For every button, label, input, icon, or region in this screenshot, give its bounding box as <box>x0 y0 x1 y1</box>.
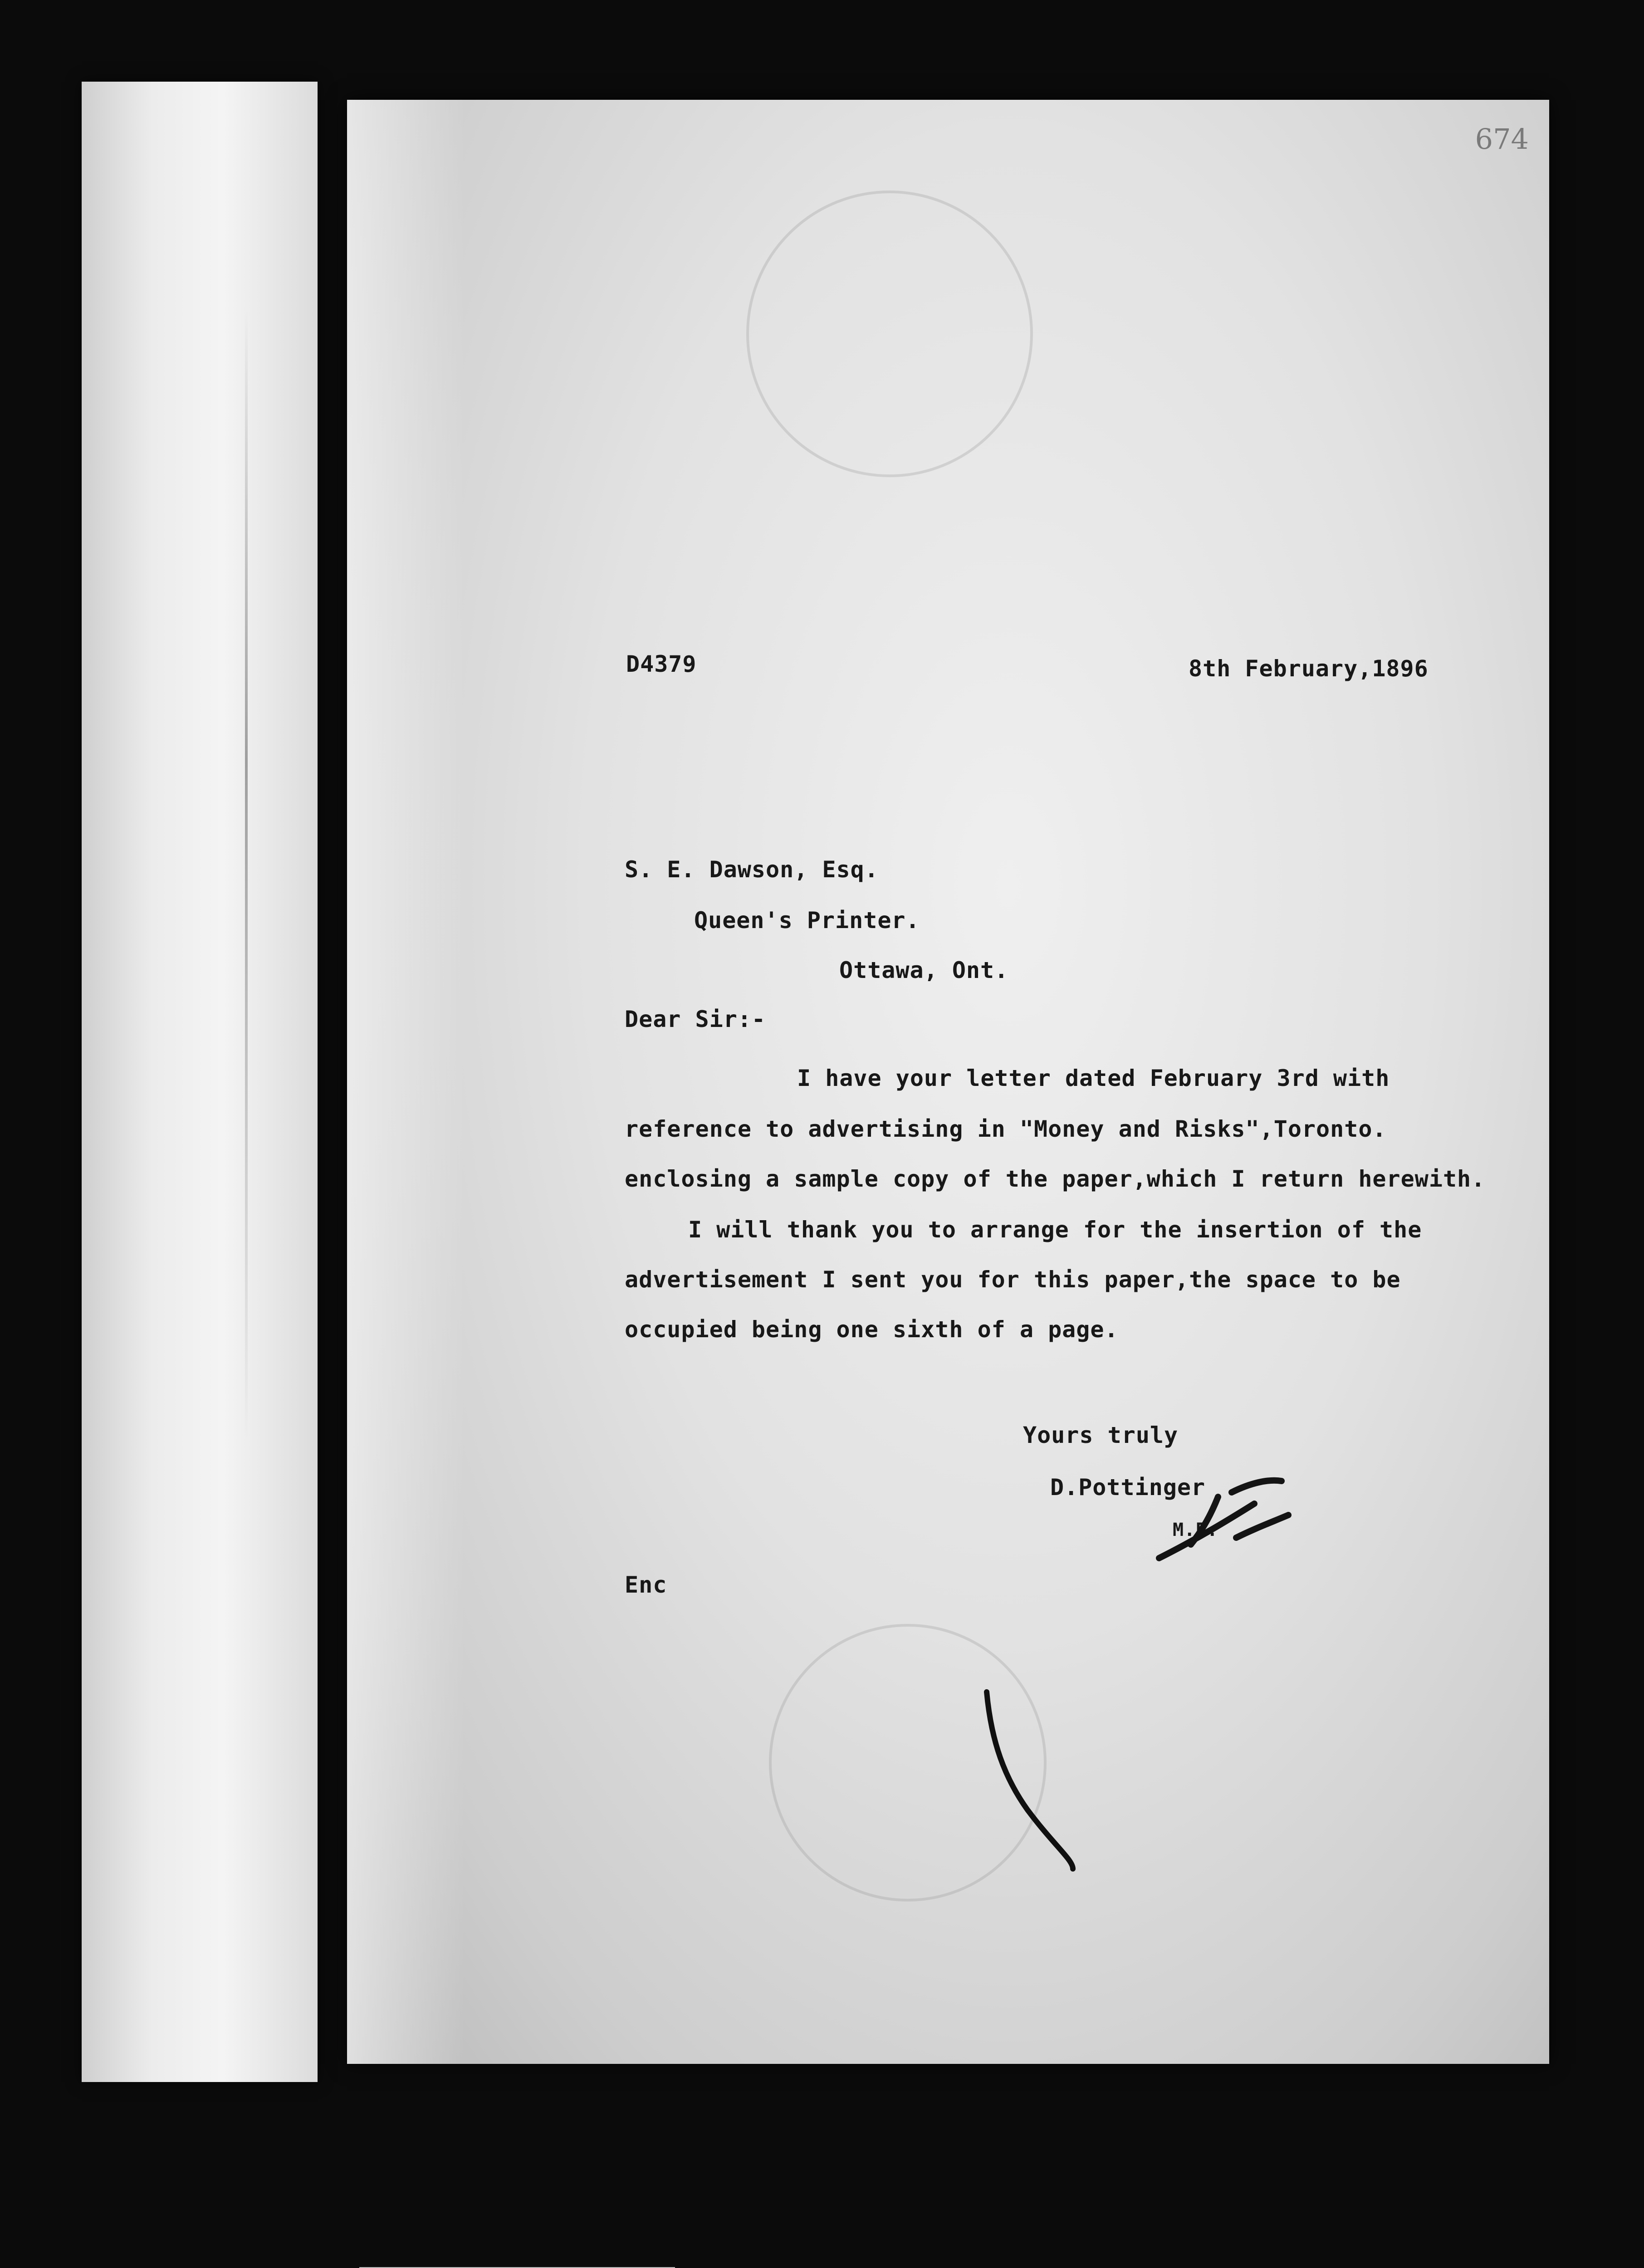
body-line: I have your letter dated February 3rd with <box>797 1065 1390 1091</box>
adjacent-page-strip <box>82 82 318 2082</box>
letter-date: 8th February,1896 <box>1189 655 1429 682</box>
letter-page <box>347 100 1549 2064</box>
body-line: reference to advertising in "Money and Risks",Toronto. <box>625 1116 1387 1142</box>
page-number: 674 <box>1475 122 1529 156</box>
handwritten-signature-mark <box>347 100 1549 2064</box>
enclosure-note: Enc <box>625 1572 667 1598</box>
recipient-title: Queen's Printer. <box>694 907 920 934</box>
page-crease <box>245 308 248 1442</box>
closing: Yours truly <box>1023 1422 1179 1448</box>
body-line: advertisement I sent you for this paper,the space to be <box>625 1266 1401 1293</box>
body-line: occupied being one sixth of a page. <box>625 1316 1119 1343</box>
body-line: enclosing a sample copy of the paper,which I return herewith. <box>625 1166 1486 1192</box>
salutation: Dear Sir:- <box>625 1006 766 1032</box>
recipient-city: Ottawa, Ont. <box>839 957 1009 983</box>
signatory: D.Pottinger <box>1050 1474 1206 1501</box>
letter-reference: D4379 <box>626 651 697 677</box>
body-line: I will thank you to arrange for the insertion of the <box>688 1217 1422 1243</box>
initials: M.F. <box>1173 1520 1218 1540</box>
recipient-name: S. E. Dawson, Esq. <box>625 856 879 883</box>
